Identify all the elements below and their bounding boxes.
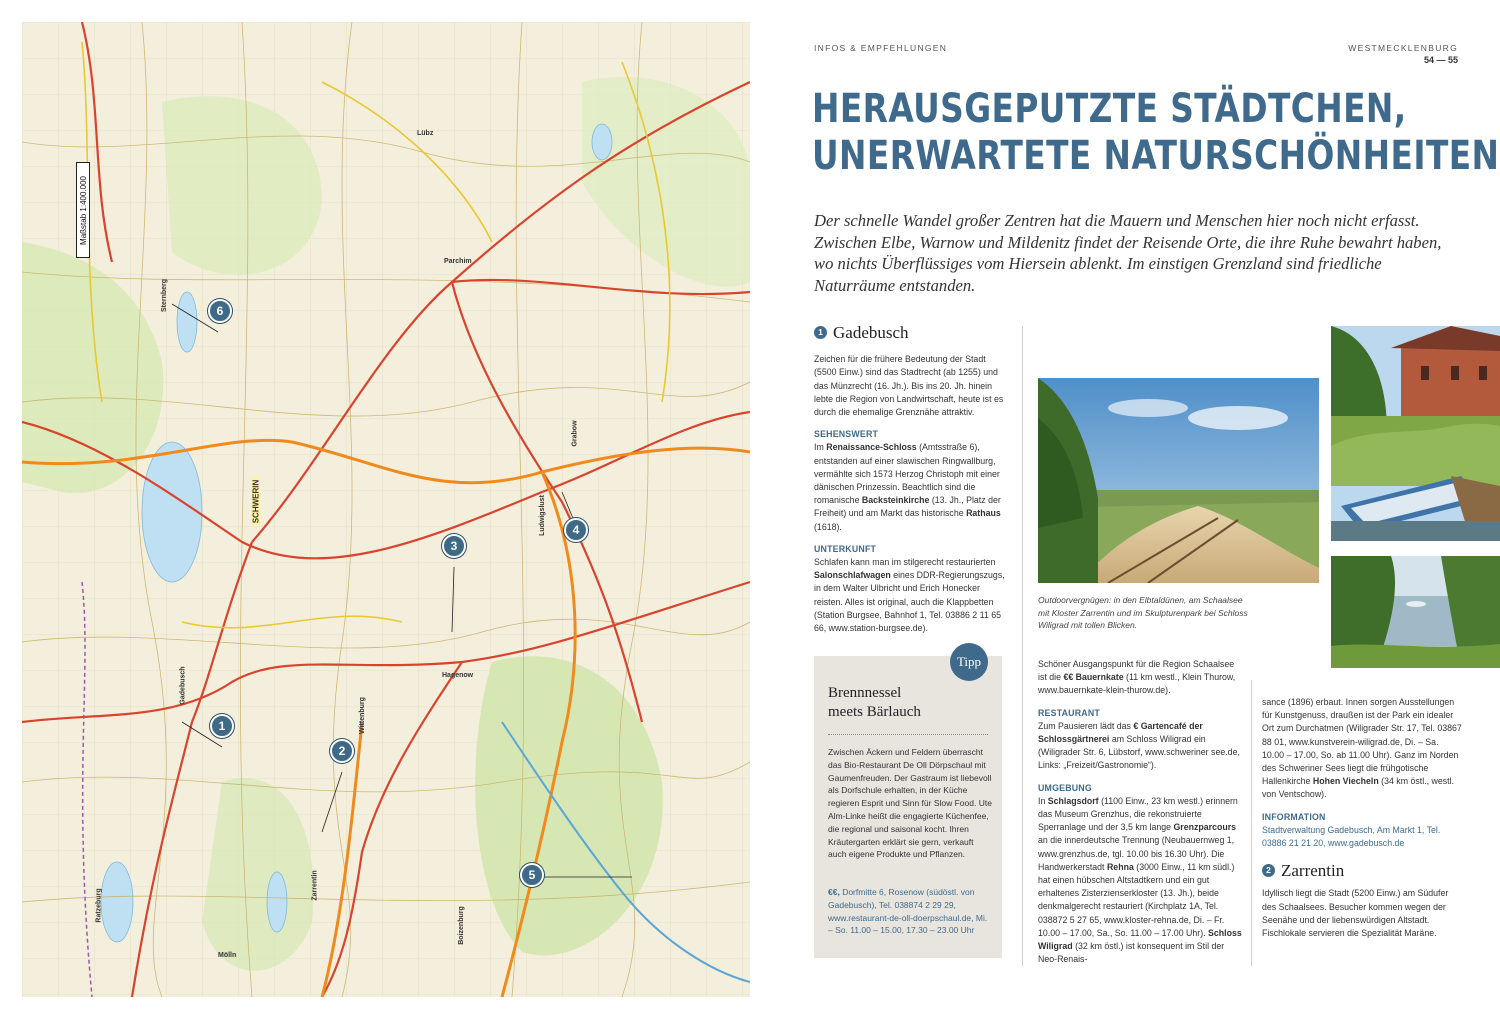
lake <box>101 862 133 942</box>
intro-text: Der schnelle Wandel großer Zentren hat die Mauern und Menschen hier noch nicht erfasst. Zwischen Elbe, Warnow und Mildenitz findet der Reisende Orte, die ihre Ruhe bewahrt haben, wo nichts Überflüssiges vom Hiersein ablenkt. Im einstigen Grenzland sind friedliche Naturräume entstanden. <box>814 211 1442 295</box>
photo-elbtalduenen <box>1038 378 1319 583</box>
tipp-title: Brennnessel meets Bärlauch <box>828 685 921 720</box>
tipp-address: €€, Dorfmitte 6, Rosenow (südöstl. von Gadebusch), Tel. 038874 2 29 29, www.restaurant-de-oll-doerpschaul.de, Mi. – So. 11.00 – 15.00, 17.30 – 23.00 Uhr <box>828 887 988 936</box>
gadebusch-sehenswert: Im Renaissance-Schloss (Amtsstraße 6), entstanden auf einer slawischen Ringwallburg, vermählte sich 1573 Herzog Christoph mit einer dänischen Prinzessin. Beachtlich sind die romanische Backsteinkirche (13. Jh., Platz der Freiheit) und am Markt das historische Rathaus (1618). <box>814 442 1001 532</box>
section-title-gadebusch: 1 Gadebusch <box>814 326 1006 339</box>
map-label-parchim: Parchim <box>444 258 472 265</box>
column-divider <box>1022 326 1023 966</box>
map-marker-4[interactable]: 4 <box>564 518 588 542</box>
road-map[interactable] <box>22 22 750 997</box>
map-label-sternberg: Sternberg <box>161 278 169 313</box>
map-scale: Maßstab 1:400.000 <box>76 162 90 258</box>
map-label-boizenburg: Boizenburg <box>457 906 465 945</box>
lake <box>592 124 612 160</box>
map-label-moelln: Mölln <box>218 952 237 959</box>
label-umgebung: UMGEBUNG <box>1038 782 1092 793</box>
gadebusch-intro: Zeichen für die frühere Bedeutung der Stadt (5500 Einw.) sind das Stadtrecht (ab 1255) und das Münzrecht (16. Jh.). Bis ins 20. Jh. hinein lebte die Region von Landwirtschaft, heute ist es durch die ehemalige Grenznähe attraktiv. <box>814 354 1004 418</box>
gadebusch-unterkunft: Schlafen kann man im stilgerecht restaurierten Salonschlafwagen eines DDR-Regierungszugs, in dem Walter Ulbricht und Erich Honecker reisten. Alles ist original, auch die Klappbetten (Station Burgsee, Bahnhof 1, Tel. 03886 2 11 65 66, www.station-burgsee.de). <box>814 557 1005 634</box>
map-label-ludwigslust: Ludwigslust <box>538 495 546 536</box>
photo-caption: Outdoorvergnügen: in den Elbtaldünen, am Schaalsee mit Kloster Zarrentin und im Skulpturenpark bei Schloss Wiligrad mit tollen Blicken. <box>1038 595 1248 630</box>
map-label-gadebusch: Gadebusch <box>179 666 187 705</box>
column-middle <box>1038 658 1244 975</box>
label-restaurant: RESTAURANT <box>1038 707 1100 718</box>
label-unterkunft: UNTERKUNFT <box>814 543 877 554</box>
map-label-wittenburg: Wittenburg <box>358 697 366 734</box>
wiligrad-text: sance (1896) erbaut. Innen sorgen Ausstellungen für Kunstgenuss, draußen ist der Park ein idealer Ort zum Durchatmen (Wiligrader Str. 17, Tel. 03867 88 01, www.kunstverein-wiligrad.de, Di. – Sa. 10.00 – 17.00, So. ab 11.00 Uhr). Ganz im Norden des Schweriner Sees liegt die frühgotische Hallenkirche Hohen Viecheln (34 km östl., westl. von Ventschow). <box>1262 697 1462 800</box>
column-gadebusch <box>814 323 1006 644</box>
section-number-icon: 1 <box>814 326 827 339</box>
photo-schaalsee <box>1331 556 1500 668</box>
title-line-1: HERAUSGEPUTZTE STÄDTCHEN, <box>812 86 1407 132</box>
photo-kloster-zarrentin <box>1331 326 1500 541</box>
map-marker-1[interactable]: 1 <box>210 714 234 738</box>
column-divider <box>1251 680 1252 966</box>
tipp-box <box>814 656 1002 958</box>
running-header-right: WESTMECKLENBURG <box>1348 43 1458 53</box>
map-marker-3[interactable]: 3 <box>442 534 466 558</box>
label-sehenswert: SEHENSWERT <box>814 429 879 440</box>
running-header-left: INFOS & EMPFEHLUNGEN <box>814 43 948 53</box>
map-marker-5[interactable]: 5 <box>520 863 544 887</box>
page-title <box>812 86 1500 180</box>
map-marker-6[interactable]: 6 <box>208 299 232 323</box>
map-label-luebz: Lübz <box>417 130 434 137</box>
zarrentin-text: Idyllisch liegt die Stadt (5200 Einw.) am Südufer des Schaalsees. Besucher kommen wegen der Seenähe und der liebenswürdigen Altstadt. Fischlokale servieren die Spezialität Maräne. <box>1262 888 1449 939</box>
title-line-2: UNERWARTETE NATURSCHÖNHEITEN <box>812 133 1500 179</box>
map-label-hagenow: Hagenow <box>442 672 474 679</box>
map-label-ratzeburg: Ratzeburg <box>95 888 103 923</box>
label-information: INFORMATION <box>1262 811 1326 822</box>
map-graphics <box>22 22 750 997</box>
map-label-grabow: Grabow <box>571 420 579 447</box>
section-title-zarrentin: 2 Zarrentin <box>1262 864 1462 877</box>
column-right <box>1262 696 1462 949</box>
lake <box>267 872 287 932</box>
map-label-schwerin: SCHWERIN <box>251 479 261 524</box>
tipp-badge: Tipp <box>950 643 988 681</box>
lake <box>177 292 197 352</box>
map-marker-2[interactable]: 2 <box>330 739 354 763</box>
map-label-zarrentin: Zarrentin <box>311 870 319 901</box>
umgebung-text: In Schlagsdorf (1100 Einw., 23 km westl.) erinnern das Museum Grenzhus, die rekonstruierte Sperranlage und der 3,5 km lange Grenzparcours an die innerdeutsche Trennung (Neubauernweg 1, www.grenzhus.de, tgl. 10.00 bis 16.30 Uhr). Die Handwerkerstadt Rehna (3000 Einw., 11 km südl.) hat einen hübschen Altstadtkern und ein gut erhaltenes Zisterzienserkloster (13. Jh.), beide denkmalgerecht restauriert (Kirchplatz 1A, Tel. 038872 5 27 65, www.kloster-rehna.de, Di. – Fr. 10.00 – 17.00, Sa., So. 11.00 – 17.00 Uhr). Schloss Wiligrad (32 km östl.) ist konsequent im Stil der Neo-Renais- <box>1038 795 1242 965</box>
tipp-divider <box>828 734 988 735</box>
bauernkate-text: Schöner Ausgangspunkt für die Region Schaalsee ist die €€ Bauernkate (11 km westl., Klein Thurow, www.bauernkate-klein-thurow.de). <box>1038 659 1236 696</box>
section-number-icon: 2 <box>1262 864 1275 877</box>
restaurant-text: Zum Pausieren lädt das € Gartencafé der Schlossgärtnerei am Schloss Wiligrad ein (Wiligrader Str. 6, Lübstorf, www.schweriner see.de, Links: „Freizeit/Gastronomie“). <box>1038 720 1240 771</box>
tipp-body: Zwischen Äckern und Feldern überrascht das Bio-Restaurant De Oll Dörpschaul mit Gaumenfreuden. Der Gastraum ist liebevoll als Dorfschule erhalten, in der Küche regieren Esprit und Sinn für Slow Food. Ute Alm-Linke heißt die engagierte Küchenfee, die regional und saisonal kocht. Ihren Kräutergarten erklärt sie gern, verkauft auch eigene Produkte und Pflanzen. <box>828 747 992 860</box>
information-text[interactable]: Stadtverwaltung Gadebusch, Am Markt 1, Tel. 03886 21 21 20, www.gadebusch.de <box>1262 824 1441 849</box>
lake-schwerin <box>142 442 202 582</box>
page-numbers: 54 — 55 <box>1423 55 1458 65</box>
